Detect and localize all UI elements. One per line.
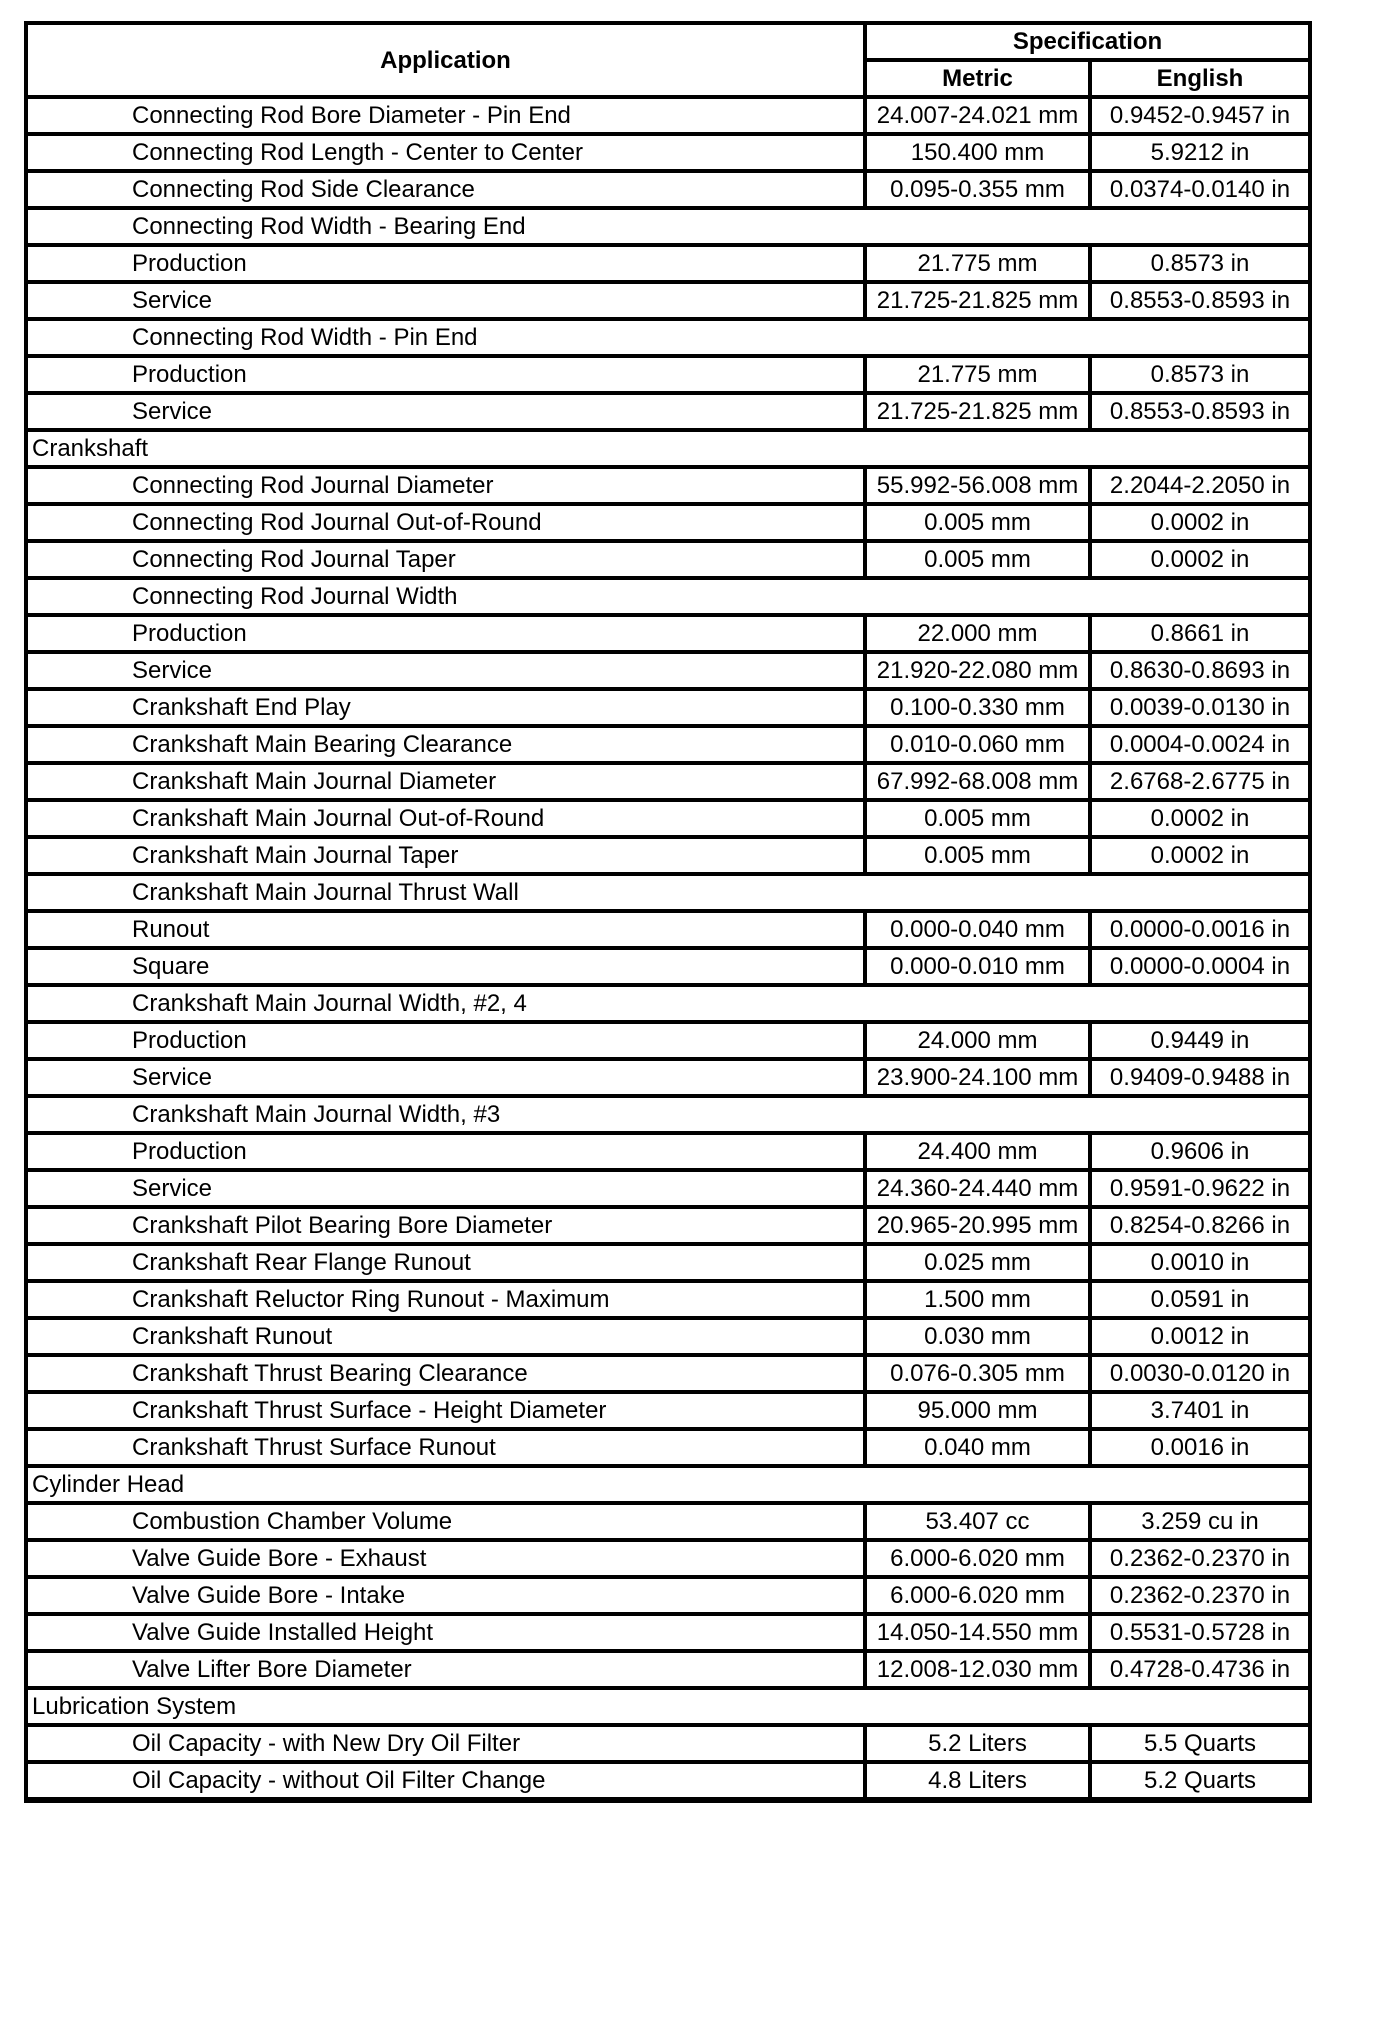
table-row [26, 1207, 1310, 1244]
english-value-cell: 0.8553-0.8593 in [1090, 282, 1310, 319]
english-value-cell: 3.7401 in [1090, 1392, 1310, 1429]
application-column-header: Application [26, 23, 865, 97]
application-cell: Crankshaft End Play [26, 689, 865, 726]
application-cell: Crankshaft Main Bearing Clearance [26, 726, 865, 763]
metric-value-cell: 0.095-0.355 mm [865, 171, 1090, 208]
metric-value-cell: 5.2 Liters [865, 1725, 1090, 1762]
section-header-row [26, 1688, 1310, 1725]
english-value-cell: 0.4728-0.4736 in [1090, 1651, 1310, 1688]
subheading-label: Connecting Rod Width - Bearing End [26, 208, 1310, 245]
application-cell: Crankshaft Runout [26, 1318, 865, 1355]
application-cell: Service [26, 393, 865, 430]
english-value-cell: 0.0000-0.0004 in [1090, 948, 1310, 985]
section-title: Cylinder Head [26, 1466, 1310, 1503]
metric-value-cell: 4.8 Liters [865, 1762, 1090, 1800]
header-row-1 [26, 23, 1310, 60]
metric-value-cell: 21.775 mm [865, 245, 1090, 282]
metric-value-cell: 20.965-20.995 mm [865, 1207, 1090, 1244]
table-row [26, 1577, 1310, 1614]
subheading-row [26, 578, 1310, 615]
table-row [26, 948, 1310, 985]
metric-value-cell: 24.000 mm [865, 1022, 1090, 1059]
subheading-row [26, 319, 1310, 356]
english-value-cell: 5.9212 in [1090, 134, 1310, 171]
application-cell: Crankshaft Main Journal Taper [26, 837, 865, 874]
table-row [26, 1651, 1310, 1688]
metric-value-cell: 14.050-14.550 mm [865, 1614, 1090, 1651]
metric-value-cell: 0.040 mm [865, 1429, 1090, 1466]
subheading-row [26, 874, 1310, 911]
table-row [26, 1725, 1310, 1762]
application-cell: Connecting Rod Journal Out-of-Round [26, 504, 865, 541]
table-row [26, 393, 1310, 430]
english-value-cell: 2.6768-2.6775 in [1090, 763, 1310, 800]
application-cell: Valve Guide Bore - Exhaust [26, 1540, 865, 1577]
table-body [26, 97, 1310, 1800]
english-value-cell: 0.2362-0.2370 in [1090, 1540, 1310, 1577]
application-cell: Service [26, 282, 865, 319]
section-title: Crankshaft [26, 430, 1310, 467]
subheading-label: Connecting Rod Width - Pin End [26, 319, 1310, 356]
subheading-row [26, 1096, 1310, 1133]
table-header [26, 23, 1310, 97]
metric-value-cell: 23.900-24.100 mm [865, 1059, 1090, 1096]
english-value-cell: 2.2044-2.2050 in [1090, 467, 1310, 504]
english-value-cell: 0.2362-0.2370 in [1090, 1577, 1310, 1614]
table-row [26, 1429, 1310, 1466]
english-value-cell: 0.9409-0.9488 in [1090, 1059, 1310, 1096]
table-row [26, 171, 1310, 208]
application-cell: Valve Guide Bore - Intake [26, 1577, 865, 1614]
application-cell: Connecting Rod Length - Center to Center [26, 134, 865, 171]
subheading-label: Crankshaft Main Journal Width, #2, 4 [26, 985, 1310, 1022]
section-header-row [26, 430, 1310, 467]
english-value-cell: 0.8661 in [1090, 615, 1310, 652]
english-value-cell: 5.5 Quarts [1090, 1725, 1310, 1762]
table-row [26, 245, 1310, 282]
application-cell: Service [26, 1170, 865, 1207]
table-row [26, 1170, 1310, 1207]
application-cell: Runout [26, 911, 865, 948]
table-row [26, 134, 1310, 171]
table-row [26, 356, 1310, 393]
application-cell: Crankshaft Thrust Surface - Height Diameter [26, 1392, 865, 1429]
table-row [26, 1355, 1310, 1392]
english-value-cell: 0.0374-0.0140 in [1090, 171, 1310, 208]
table-row [26, 763, 1310, 800]
metric-value-cell: 0.000-0.040 mm [865, 911, 1090, 948]
metric-value-cell: 12.008-12.030 mm [865, 1651, 1090, 1688]
table-row [26, 1318, 1310, 1355]
metric-value-cell: 55.992-56.008 mm [865, 467, 1090, 504]
application-cell: Valve Lifter Bore Diameter [26, 1651, 865, 1688]
metric-value-cell: 67.992-68.008 mm [865, 763, 1090, 800]
application-cell: Crankshaft Pilot Bearing Bore Diameter [26, 1207, 865, 1244]
application-cell: Combustion Chamber Volume [26, 1503, 865, 1540]
english-value-cell: 0.0030-0.0120 in [1090, 1355, 1310, 1392]
metric-value-cell: 24.360-24.440 mm [865, 1170, 1090, 1207]
application-cell: Crankshaft Main Journal Diameter [26, 763, 865, 800]
subheading-label: Connecting Rod Journal Width [26, 578, 1310, 615]
metric-value-cell: 22.000 mm [865, 615, 1090, 652]
table-row [26, 504, 1310, 541]
application-cell: Oil Capacity - with New Dry Oil Filter [26, 1725, 865, 1762]
english-value-cell: 0.0002 in [1090, 837, 1310, 874]
application-cell: Crankshaft Reluctor Ring Runout - Maximum [26, 1281, 865, 1318]
table-row [26, 1762, 1310, 1800]
metric-value-cell: 150.400 mm [865, 134, 1090, 171]
subheading-label: Crankshaft Main Journal Thrust Wall [26, 874, 1310, 911]
table-row [26, 1133, 1310, 1170]
table-row [26, 467, 1310, 504]
table-row [26, 837, 1310, 874]
application-cell: Production [26, 1133, 865, 1170]
english-value-cell: 0.0016 in [1090, 1429, 1310, 1466]
section-header-row [26, 1466, 1310, 1503]
application-cell: Production [26, 356, 865, 393]
subheading-label: Crankshaft Main Journal Width, #3 [26, 1096, 1310, 1133]
application-cell: Connecting Rod Side Clearance [26, 171, 865, 208]
metric-value-cell: 6.000-6.020 mm [865, 1577, 1090, 1614]
english-value-cell: 0.5531-0.5728 in [1090, 1614, 1310, 1651]
metric-value-cell: 0.030 mm [865, 1318, 1090, 1355]
metric-value-cell: 95.000 mm [865, 1392, 1090, 1429]
english-value-cell: 0.9452-0.9457 in [1090, 97, 1310, 134]
application-cell: Production [26, 1022, 865, 1059]
metric-value-cell: 0.025 mm [865, 1244, 1090, 1281]
metric-value-cell: 0.000-0.010 mm [865, 948, 1090, 985]
english-value-cell: 0.8630-0.8693 in [1090, 652, 1310, 689]
english-value-cell: 0.0004-0.0024 in [1090, 726, 1310, 763]
table-row [26, 652, 1310, 689]
table-row [26, 282, 1310, 319]
english-value-cell: 0.0002 in [1090, 541, 1310, 578]
table-row [26, 726, 1310, 763]
english-value-cell: 0.0002 in [1090, 800, 1310, 837]
metric-value-cell: 0.005 mm [865, 541, 1090, 578]
english-value-cell: 0.9591-0.9622 in [1090, 1170, 1310, 1207]
specification-column-header: Specification [865, 23, 1310, 60]
english-value-cell: 5.2 Quarts [1090, 1762, 1310, 1800]
application-cell: Oil Capacity - without Oil Filter Change [26, 1762, 865, 1800]
application-cell: Crankshaft Thrust Surface Runout [26, 1429, 865, 1466]
application-cell: Crankshaft Rear Flange Runout [26, 1244, 865, 1281]
table-row [26, 800, 1310, 837]
table-row [26, 1614, 1310, 1651]
application-cell: Connecting Rod Journal Taper [26, 541, 865, 578]
metric-value-cell: 0.076-0.305 mm [865, 1355, 1090, 1392]
table-row [26, 1503, 1310, 1540]
metric-value-cell: 1.500 mm [865, 1281, 1090, 1318]
english-value-cell: 0.0591 in [1090, 1281, 1310, 1318]
table-row [26, 541, 1310, 578]
metric-value-cell: 21.775 mm [865, 356, 1090, 393]
table-row [26, 1281, 1310, 1318]
english-value-cell: 0.9449 in [1090, 1022, 1310, 1059]
specification-table [24, 21, 1312, 1803]
metric-column-header: Metric [865, 60, 1090, 97]
subheading-row [26, 985, 1310, 1022]
application-cell: Valve Guide Installed Height [26, 1614, 865, 1651]
table-row [26, 689, 1310, 726]
table-row [26, 1059, 1310, 1096]
metric-value-cell: 21.725-21.825 mm [865, 282, 1090, 319]
english-value-cell: 0.0039-0.0130 in [1090, 689, 1310, 726]
table-row [26, 97, 1310, 134]
metric-value-cell: 21.725-21.825 mm [865, 393, 1090, 430]
metric-value-cell: 0.010-0.060 mm [865, 726, 1090, 763]
subheading-row [26, 208, 1310, 245]
application-cell: Crankshaft Thrust Bearing Clearance [26, 1355, 865, 1392]
english-value-cell: 0.8573 in [1090, 245, 1310, 282]
english-value-cell: 0.8573 in [1090, 356, 1310, 393]
english-value-cell: 3.259 cu in [1090, 1503, 1310, 1540]
application-cell: Connecting Rod Bore Diameter - Pin End [26, 97, 865, 134]
metric-value-cell: 0.005 mm [865, 800, 1090, 837]
metric-value-cell: 24.400 mm [865, 1133, 1090, 1170]
english-value-cell: 0.8553-0.8593 in [1090, 393, 1310, 430]
english-value-cell: 0.0002 in [1090, 504, 1310, 541]
metric-value-cell: 21.920-22.080 mm [865, 652, 1090, 689]
table-row [26, 1244, 1310, 1281]
english-value-cell: 0.0000-0.0016 in [1090, 911, 1310, 948]
english-value-cell: 0.9606 in [1090, 1133, 1310, 1170]
section-title: Lubrication System [26, 1688, 1310, 1725]
application-cell: Production [26, 615, 865, 652]
english-column-header: English [1090, 60, 1310, 97]
metric-value-cell: 0.005 mm [865, 504, 1090, 541]
application-cell: Square [26, 948, 865, 985]
table-row [26, 1392, 1310, 1429]
table-row [26, 1022, 1310, 1059]
application-cell: Production [26, 245, 865, 282]
metric-value-cell: 0.005 mm [865, 837, 1090, 874]
metric-value-cell: 53.407 cc [865, 1503, 1090, 1540]
table-row [26, 615, 1310, 652]
metric-value-cell: 24.007-24.021 mm [865, 97, 1090, 134]
application-cell: Crankshaft Main Journal Out-of-Round [26, 800, 865, 837]
table-row [26, 911, 1310, 948]
metric-value-cell: 0.100-0.330 mm [865, 689, 1090, 726]
english-value-cell: 0.0012 in [1090, 1318, 1310, 1355]
application-cell: Connecting Rod Journal Diameter [26, 467, 865, 504]
metric-value-cell: 6.000-6.020 mm [865, 1540, 1090, 1577]
application-cell: Service [26, 652, 865, 689]
english-value-cell: 0.8254-0.8266 in [1090, 1207, 1310, 1244]
english-value-cell: 0.0010 in [1090, 1244, 1310, 1281]
application-cell: Service [26, 1059, 865, 1096]
table-row [26, 1540, 1310, 1577]
